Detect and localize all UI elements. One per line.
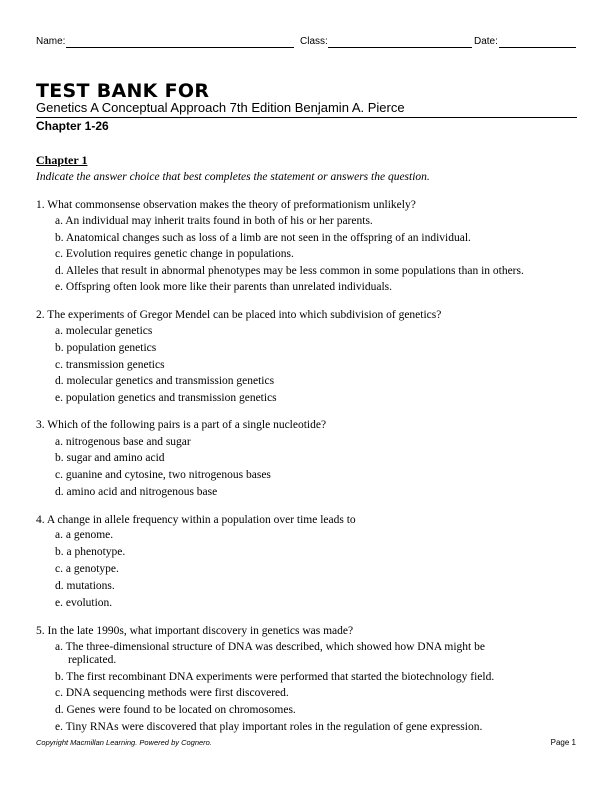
- question-5-option-e: e. Tiny RNAs were discovered that play important roles in the regulation of gene expression.: [55, 721, 483, 733]
- question-3-option-b: b. sugar and amino acid: [55, 452, 165, 464]
- question-4-option-d: d. mutations.: [55, 580, 115, 592]
- question-1-option-a: a. An individual may inherit traits found in both of his or her parents.: [55, 215, 373, 227]
- name-field-line: [66, 47, 294, 48]
- question-5-option-b: b. The first recombinant DNA experiments were performed that started the biotechnology field.: [55, 671, 495, 683]
- page-number: Page 1: [550, 738, 576, 747]
- question-1-option-c: c. Evolution requires genetic change in populations.: [55, 248, 294, 260]
- page-title: TEST BANK FOR: [36, 80, 210, 102]
- question-4-option-b: b. a phenotype.: [55, 546, 126, 558]
- question-5: 5. In the late 1990s, what important discovery in genetics was made?: [36, 625, 354, 637]
- name-label: Name:: [36, 36, 66, 47]
- question-4-option-a: a. a genome.: [55, 529, 114, 541]
- date-field-line: [499, 47, 576, 48]
- date-label: Date:: [474, 36, 498, 47]
- question-2: 2. The experiments of Gregor Mendel can be placed into which subdivision of genetics?: [36, 309, 442, 321]
- question-2-option-c: c. transmission genetics: [55, 359, 165, 371]
- question-5-option-a-continued: replicated.: [68, 654, 117, 666]
- question-5-option-d: d. Genes were found to be located on chromosomes.: [55, 704, 296, 716]
- question-3-option-c: c. guanine and cytosine, two nitrogenous bases: [55, 469, 271, 481]
- question-4: 4. A change in allele frequency within a population over time leads to: [36, 514, 356, 526]
- class-label: Class:: [300, 36, 328, 47]
- student-info-header: [36, 36, 576, 50]
- question-3: 3. Which of the following pairs is a part of a single nucleotide?: [36, 419, 327, 431]
- question-1-option-e: e. Offspring often look more like their parents than unrelated individuals.: [55, 281, 393, 293]
- question-2-option-a: a. molecular genetics: [55, 325, 153, 337]
- title-divider: [36, 117, 577, 118]
- question-1-option-b: b. Anatomical changes such as loss of a limb are not seen in the offspring of an individual.: [55, 232, 471, 244]
- question-5-option-a: a. The three-dimensional structure of DNA was described, which showed how DNA might be: [55, 641, 485, 653]
- copyright-footer: Copyright Macmillan Learning. Powered by Cognero.: [36, 738, 212, 747]
- question-3-option-a: a. nitrogenous base and sugar: [55, 436, 191, 448]
- question-2-option-d: d. molecular genetics and transmission genetics: [55, 375, 275, 387]
- question-2-option-e: e. population genetics and transmission genetics: [55, 392, 277, 404]
- question-2-option-b: b. population genetics: [55, 342, 157, 354]
- question-4-option-e: e. evolution.: [55, 597, 113, 609]
- instructions: Indicate the answer choice that best completes the statement or answers the question.: [36, 171, 430, 183]
- chapter-heading: Chapter 1: [36, 153, 88, 167]
- question-1: 1. What commonsense observation makes the theory of preformationism unlikely?: [36, 199, 416, 211]
- question-4-option-c: c. a genotype.: [55, 563, 119, 575]
- question-3-option-d: d. amino acid and nitrogenous base: [55, 486, 218, 498]
- question-5-option-c: c. DNA sequencing methods were first discovered.: [55, 687, 289, 699]
- question-1-option-d: d. Alleles that result in abnormal phenotypes may be less common in some populations than in others.: [55, 265, 524, 277]
- class-field-line: [328, 47, 472, 48]
- book-subtitle: Genetics A Conceptual Approach 7th Edition Benjamin A. Pierce: [36, 100, 405, 115]
- chapter-range: Chapter 1-26: [36, 119, 109, 133]
